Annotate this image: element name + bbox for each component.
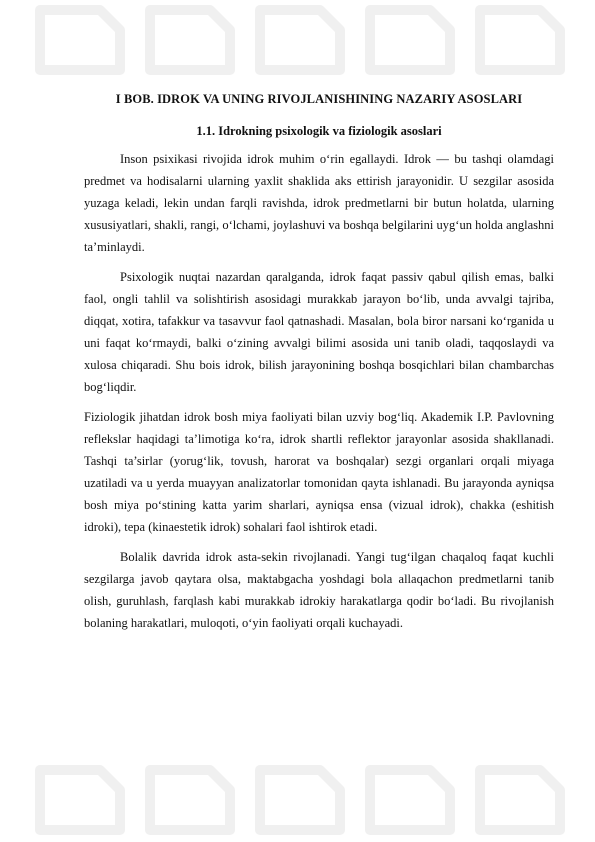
chapter-title: I BOB. IDROK VA UNING RIVOJLANISHINING NAZARIY ASOSLARI (115, 92, 523, 106)
paragraph-1: Inson psixikasi rivojida idrok muhim o‘rin egallaydi. Idrok — bu tashqi olamdagi predmet va hodisalarni ularning yaxlit shaklida aks ettirish jarayonidir. U sezgilar asosida yuzaga keladi, lekin undan farqli ravishda, idrok predmetlarni bir butun holatda, ularning xususiyatlari, shakli, rangi, o‘lchami, joylashuvi va boshqa belgilarini uyg‘un holda anglashni ta’minlaydi. (84, 152, 554, 254)
section-title: 1.1. Idrokning psixologik va fiziologik asoslari (196, 124, 442, 138)
paragraph-4: Bolalik davrida idrok asta-sekin rivojlanadi. Yangi tug‘ilgan chaqaloq faqat kuchli sezgilarga javob qaytara olsa, maktabgacha yoshdagi bola allaqachon predmetlarni tanib olish, guruhlash, farqlash kabi murakkab idrokiy harakatlarga qodir bo‘ladi. Bu rivojlanish bolaning harakatlari, muloqoti, o‘yin faoliyati orqali kuchayadi. (84, 550, 554, 630)
document-page (84, 90, 554, 634)
paragraph-2: Psixologik nuqtai nazardan qaralganda, idrok faqat passiv qabul qilish emas, balki faol, ongli tahlil va solishtirish asosidagi murakkab jarayon bo‘lib, unda avvalgi tajriba, diqqat, xotira, tafakkur va tasavvur faol qatnashadi. Masalan, bola biror narsani ko‘rganida u uni faqat ko‘rmaydi, balki o‘zining avvalgi bilimi asosida uni tanib oladi, taqqoslaydi va xulosa chiqaradi. Shu bois idrok, bilish jarayonining boshqa bosqichlari bilan chambarchas bog‘liqdir. (84, 270, 554, 394)
paragraph-3: Fiziologik jihatdan idrok bosh miya faoliyati bilan uzviy bog‘liq. Akademik I.P. Pavlovning reflekslar haqidagi ta’limotiga ko‘ra, idrok shartli reflektor jarayonlar asosida shakllanadi. Tashqi ta’sirlar (yorug‘lik, tovush, harorat va boshqalar) sezgi organlari orqali miyaga uzatiladi va u yerda muayyan analizatorlar tomonidan qayta ishlanadi. Bu jarayonda ayniqsa bosh miya po‘stining katta yarim sharlari, ayniqsa ensa (vizual idrok), chakka (eshitish idroki), tepa (kinaestetik idrok) sohalari faol ishtirok etadi. (84, 410, 554, 534)
